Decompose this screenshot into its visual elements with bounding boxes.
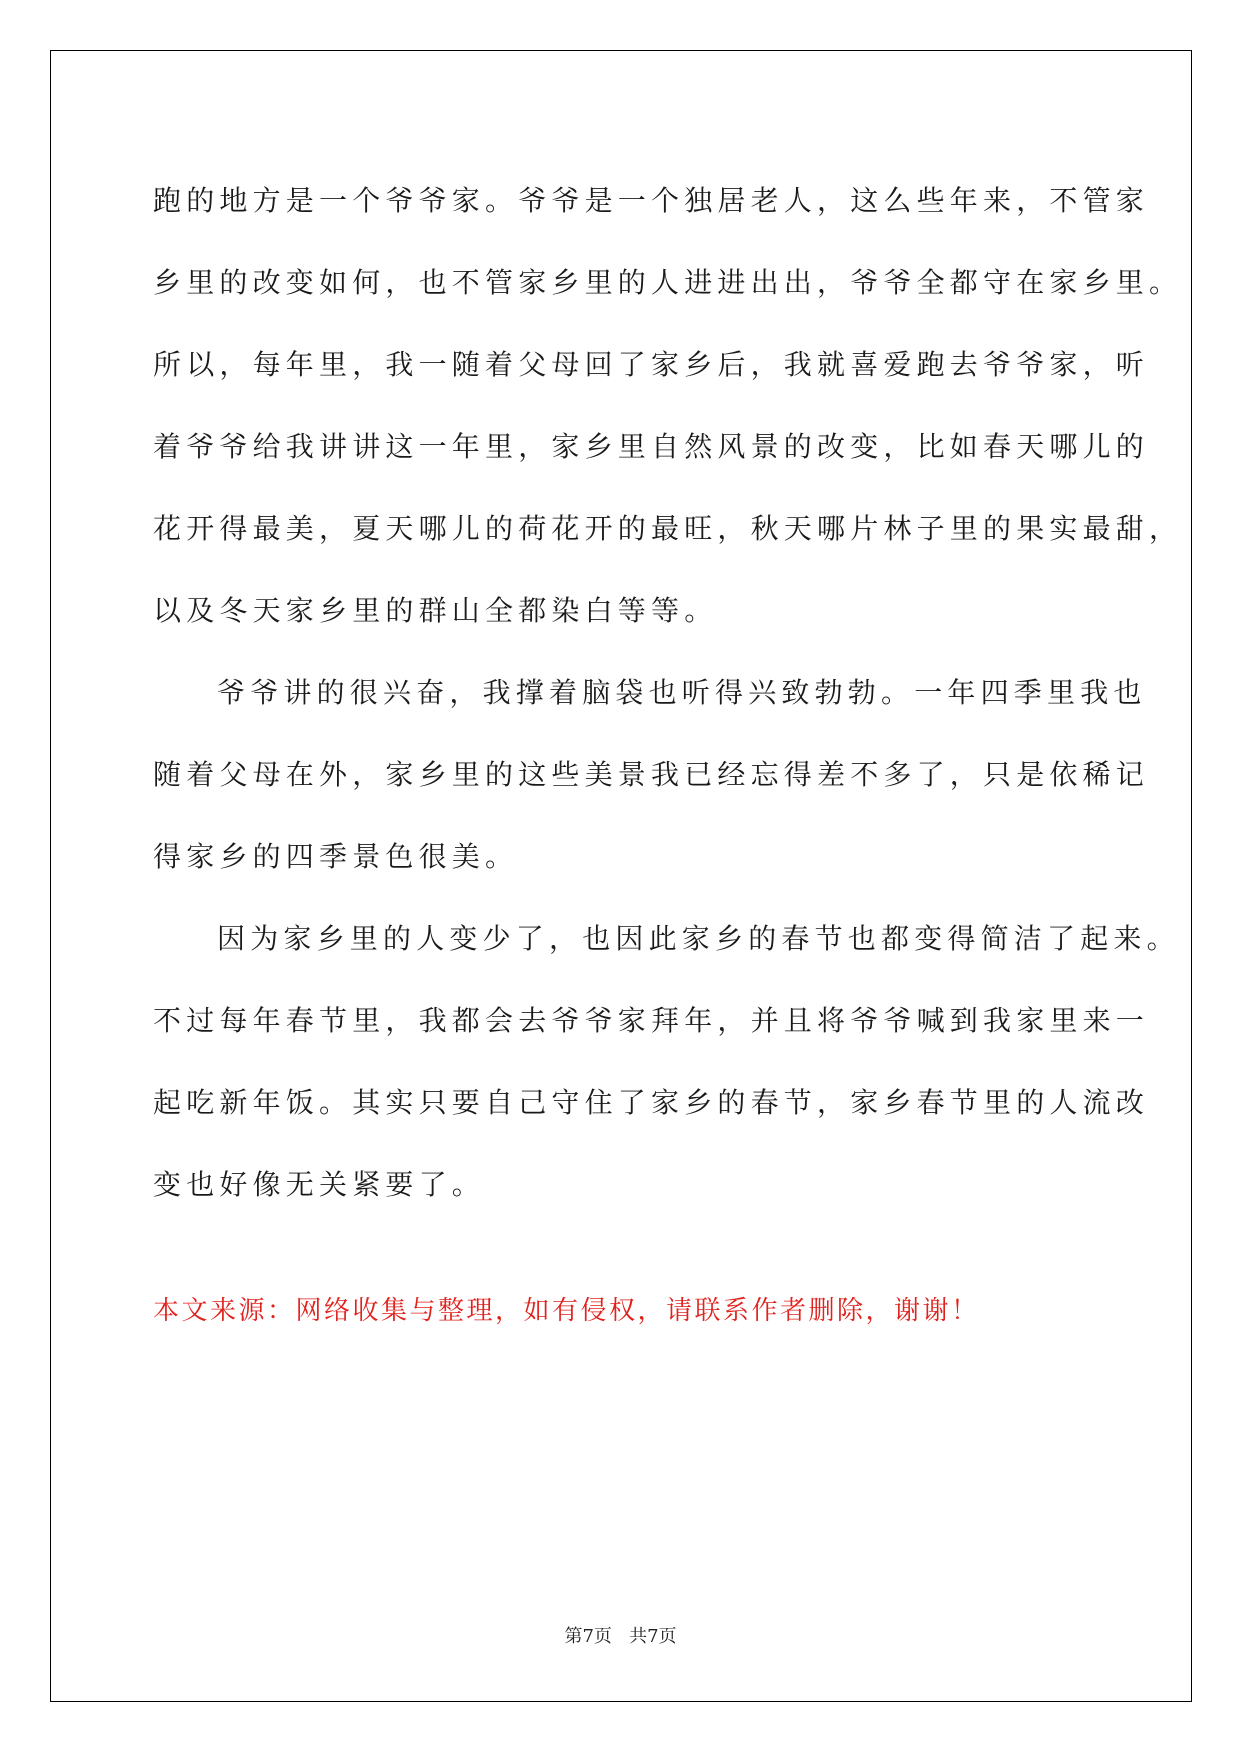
text-line: 得家乡的四季景色很美。 bbox=[153, 840, 519, 873]
text-line: 不过每年春节里，我都会去爷爷家拜年，并且将爷爷喊到我家里来一 bbox=[153, 1004, 1150, 1037]
page-footer bbox=[0, 1622, 1241, 1648]
text-line: 起吃新年饭。其实只要自己守住了家乡的春节，家乡春节里的人流改 bbox=[153, 1086, 1150, 1119]
body-text bbox=[153, 160, 1183, 1226]
text-line: 变也好像无关紧要了。 bbox=[153, 1168, 486, 1201]
source-note: 本文来源：网络收集与整理，如有侵权，请联系作者删除，谢谢！ bbox=[153, 1296, 980, 1326]
text-line: 随着父母在外，家乡里的这些美景我已经忘得差不多了，只是依稀记 bbox=[153, 758, 1150, 791]
page-number: 第7页 bbox=[564, 1626, 612, 1647]
text-line: 以及冬天家乡里的群山全都染白等等。 bbox=[153, 594, 718, 627]
text-line: 爷爷讲的很兴奋，我撑着脑袋也听得兴致勃勃。一年四季里我也 bbox=[217, 676, 1147, 709]
page-total: 共7页 bbox=[629, 1626, 677, 1647]
text-line: 着爷爷给我讲讲这一年里，家乡里自然风景的改变，比如春天哪儿的 bbox=[153, 430, 1150, 463]
text-line: 因为家乡里的人变少了，也因此家乡的春节也都变得简洁了起来。 bbox=[217, 922, 1180, 955]
text-line: 所以，每年里，我一随着父母回了家乡后，我就喜爱跑去爷爷家，听 bbox=[153, 348, 1150, 381]
text-line: 乡里的改变如何，也不管家乡里的人进进出出，爷爷全都守在家乡里。 bbox=[153, 266, 1183, 299]
text-line: 花开得最美，夏天哪儿的荷花开的最旺，秋天哪片林子里的果实最甜， bbox=[153, 512, 1183, 545]
text-line: 跑的地方是一个爷爷家。爷爷是一个独居老人，这么些年来，不管家 bbox=[153, 184, 1150, 217]
